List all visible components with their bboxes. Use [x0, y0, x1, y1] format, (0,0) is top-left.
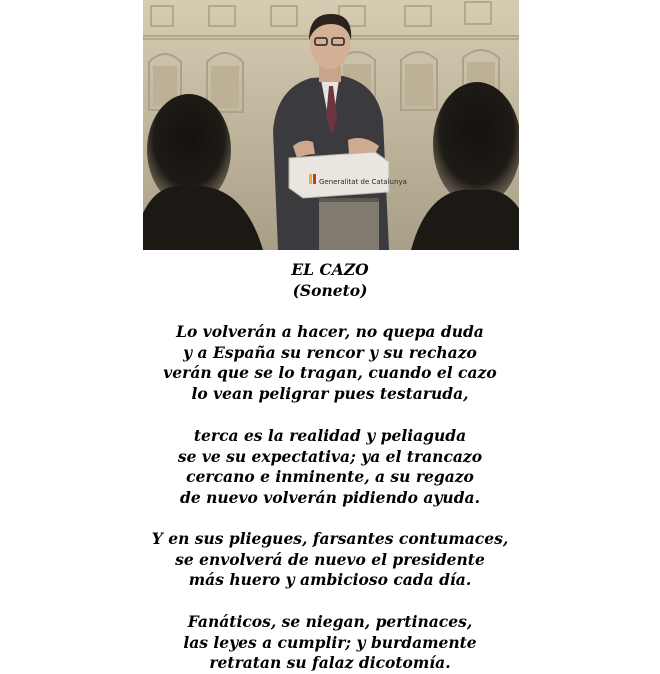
poem-line: las leyes a cumplir; y burdamente	[183, 632, 477, 652]
poem-line: más huero y ambicioso cada día.	[188, 570, 472, 589]
poem-line: retratan su falaz dicotomía.	[209, 653, 451, 672]
poem-line: Lo volverán a hacer, no quepa duda	[176, 322, 484, 341]
stanza-4	[0, 612, 660, 674]
stanza-3	[0, 529, 660, 591]
press-conference-photo	[143, 0, 519, 250]
podium-sign-text: Generalitat de Catalunya	[319, 178, 407, 186]
press-conference-illustration	[143, 0, 519, 250]
poem-line: de nuevo volverán pidiendo ayuda.	[180, 487, 480, 507]
poem-line: verán que se lo tragan, cuando el cazo	[163, 363, 497, 382]
poem-title: EL CAZO	[291, 260, 369, 279]
poem-line: terca es la realidad y peliaguda	[193, 426, 467, 445]
poem-line: cercano e inminente, a su regazo	[186, 467, 474, 486]
poem-line: se ve su expectativa; ya el trancazo	[177, 446, 483, 466]
stanza-2	[0, 426, 660, 508]
poem-subtitle: (Soneto)	[292, 280, 368, 300]
poem-line: lo vean peligrar pues testaruda,	[191, 383, 469, 403]
stanza-1	[0, 322, 660, 404]
poem-line: se envolverá de nuevo el presidente	[175, 549, 485, 569]
poem-line: Y en sus pliegues, farsantes contumaces,	[151, 529, 509, 548]
poem-line: Fanáticos, se niegan, pertinaces,	[187, 612, 473, 631]
poem-line: y a España su rencor y su rechazo	[183, 342, 477, 362]
poem-heading	[0, 260, 660, 301]
